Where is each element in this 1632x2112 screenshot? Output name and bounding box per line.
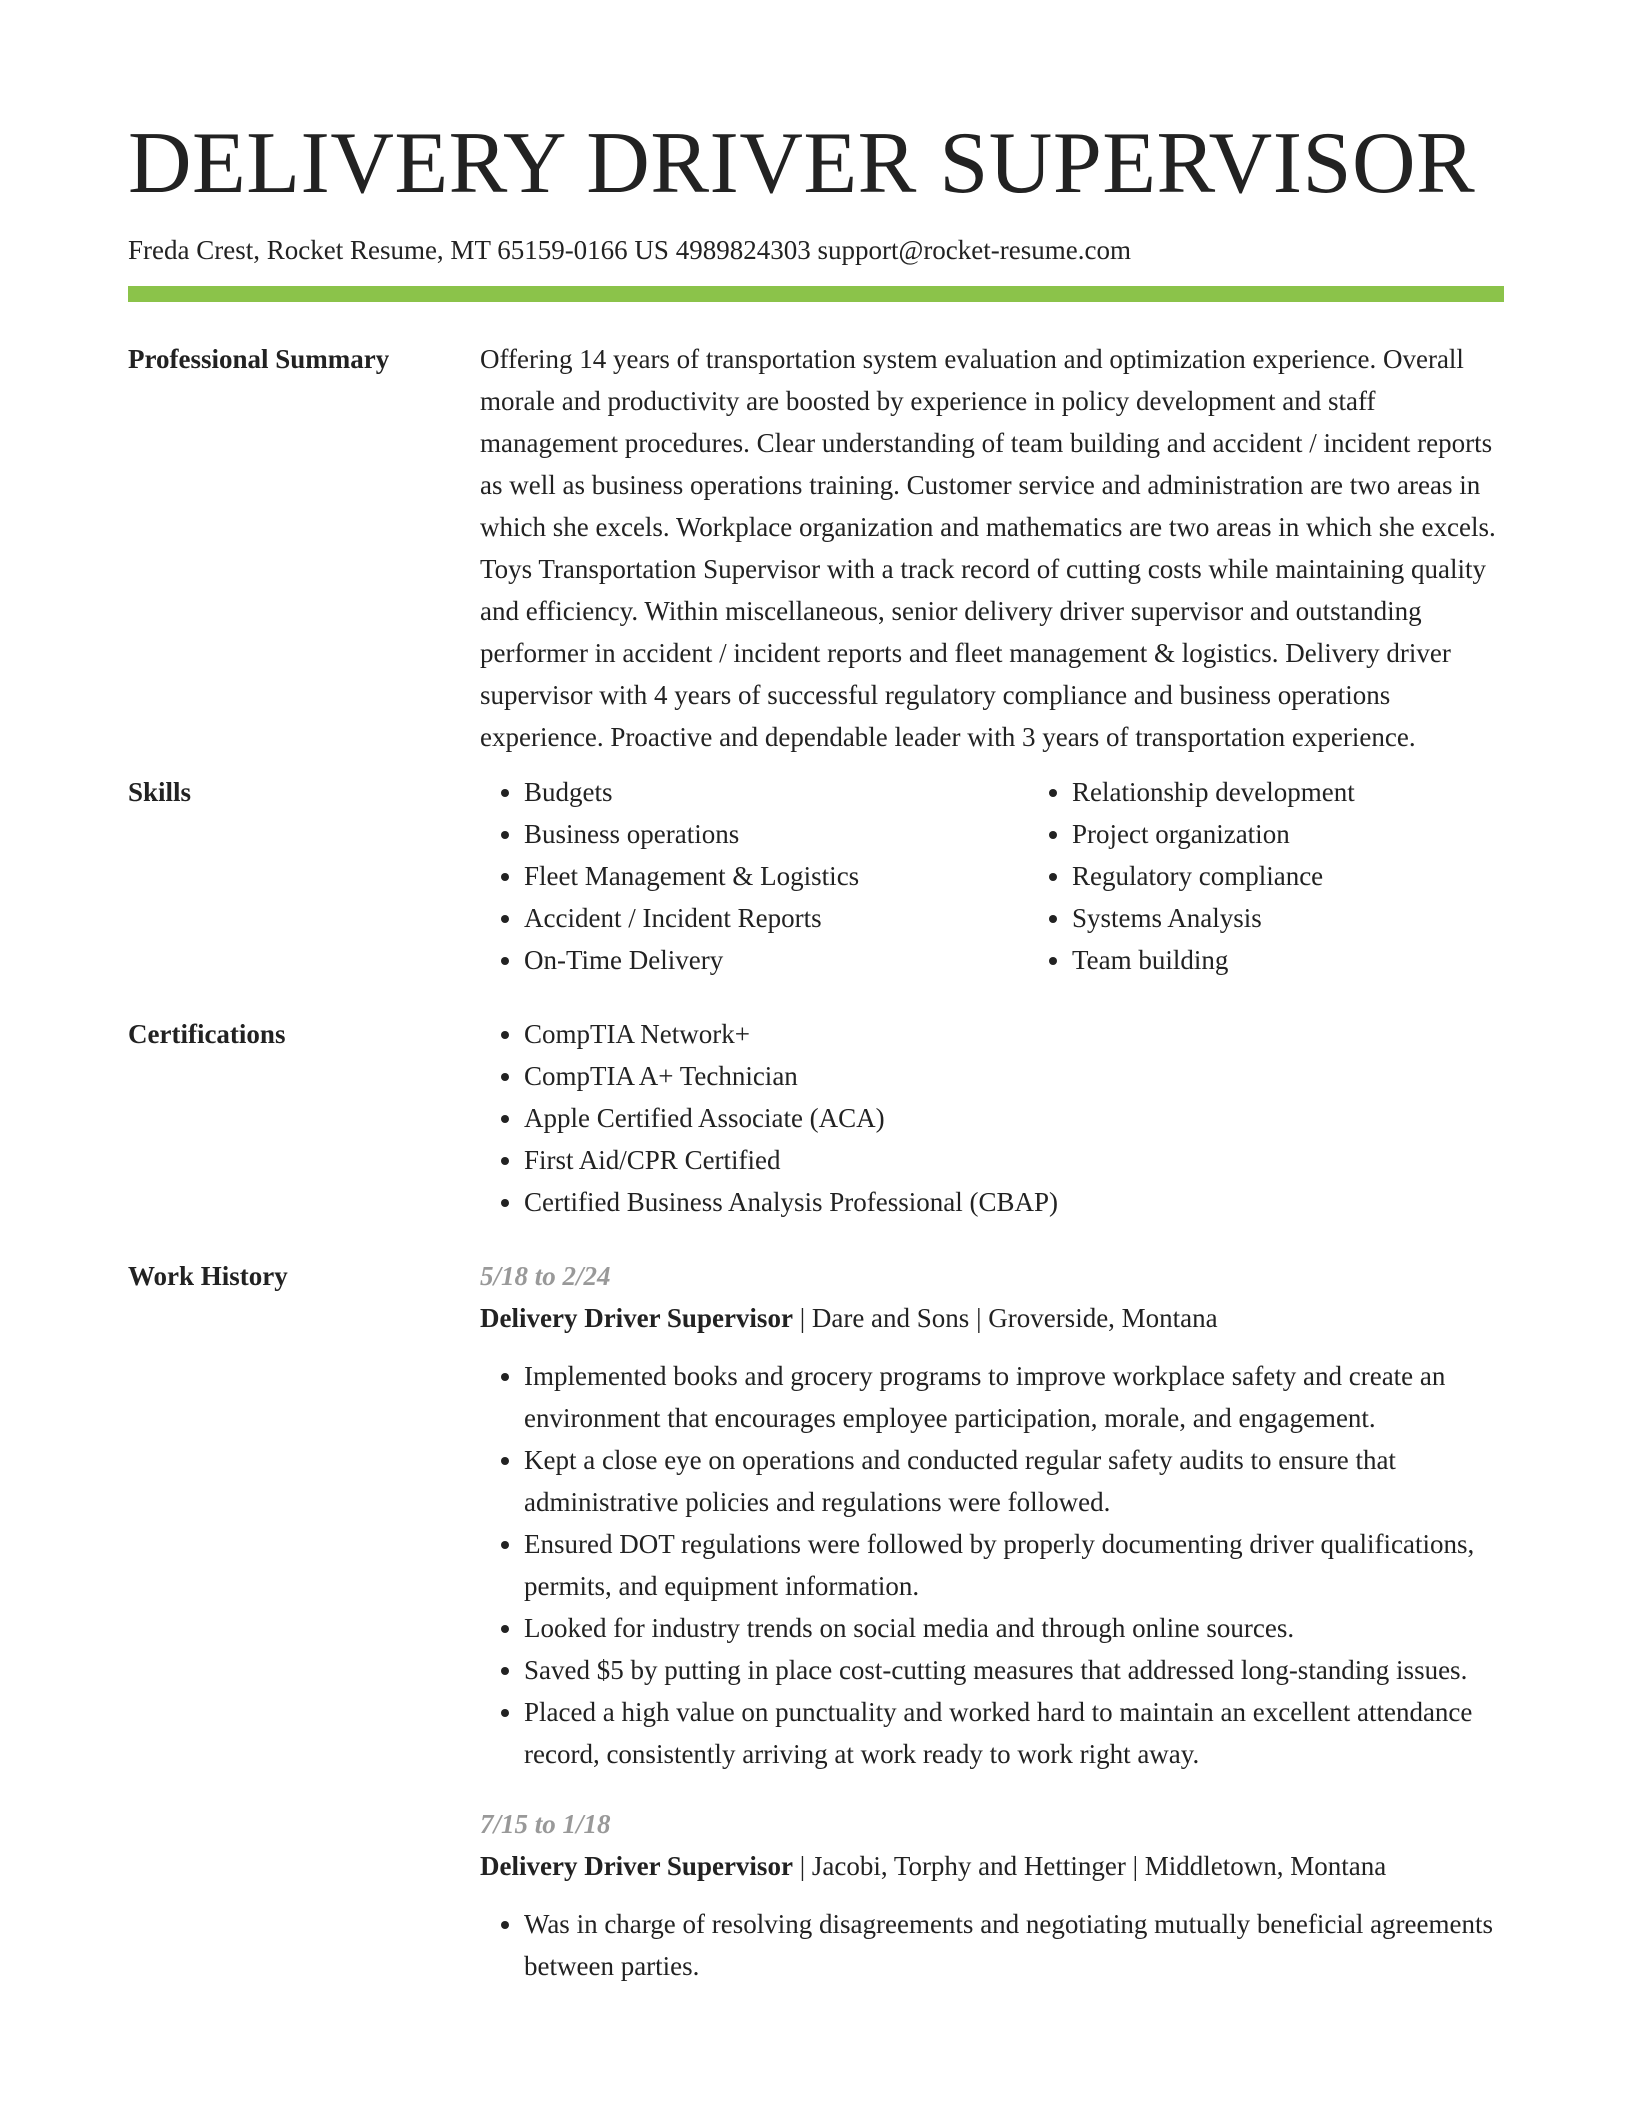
list-item: • Relationship development xyxy=(1072,771,1576,813)
summary-text: Offering 14 years of transportation system evaluation and optimization experience. Overall morale and productivity are boosted by experience in policy development and staff management procedures. Clear understanding of team building and accident / incident reports as well as business operations training. Customer service and administration are two areas in which she excels. Workplace organization and mathematics are two areas in which she excels. Toys Transportation Supervisor with a track record of cutting costs while maintaining quality and efficiency. Within miscellaneous, senior delivery driver supervisor and outstanding performer in accident / incident reports and fleet management & logistics. Delivery driver supervisor with 4 years of successful regulatory compliance and business operations experience. Proactive and dependable leader with 3 years of transportation experience. xyxy=(480,344,1496,753)
section-title-summary: Professional Summary xyxy=(128,344,390,375)
certifications-body xyxy=(480,1013,1504,1223)
separator: | xyxy=(1125,1851,1145,1882)
skills-body xyxy=(480,771,1576,981)
list-item: • On-Time Delivery xyxy=(524,939,1028,981)
professional-summary-section xyxy=(128,338,1504,758)
section-title-certifications: Certifications xyxy=(128,1019,286,1050)
list-item: • Team building xyxy=(1072,939,1576,981)
list-item: • Systems Analysis xyxy=(1072,897,1576,939)
list-item: • Implemented books and grocery programs to improve workplace safety and create an environment that encourages employee participation, morale, and engagement. xyxy=(524,1355,1504,1439)
list-item: • Apple Certified Associate (ACA) xyxy=(524,1097,1504,1139)
contact-line: Freda Crest, Rocket Resume, MT 65159-0166 US 4989824303 support@rocket-resume.com xyxy=(128,235,1131,265)
list-item: • First Aid/CPR Certified xyxy=(524,1139,1504,1181)
separator: | xyxy=(792,1851,812,1882)
job-location: Middletown, Montana xyxy=(1144,1851,1387,1882)
skills-section xyxy=(128,771,1504,981)
list-item: • Business operations xyxy=(524,813,1028,855)
job-location: Groverside, Montana xyxy=(988,1303,1218,1334)
job-dates: 7/15 to 1/18 xyxy=(480,1809,611,1840)
separator: | xyxy=(969,1303,989,1334)
list-item: • CompTIA Network+ xyxy=(524,1013,1504,1055)
resume-page xyxy=(128,115,1504,1987)
job-duties-list xyxy=(480,1903,1504,1987)
section-title-skills: Skills xyxy=(128,777,192,808)
section-title-work-history: Work History xyxy=(128,1261,288,1292)
job-entry xyxy=(480,1255,1504,1775)
summary-body xyxy=(480,338,1504,758)
separator: | xyxy=(792,1303,812,1334)
list-item: • Fleet Management & Logistics xyxy=(524,855,1028,897)
skills-list-right xyxy=(1028,771,1576,981)
list-item: • Project organization xyxy=(1072,813,1576,855)
job-company: Dare and Sons xyxy=(811,1303,970,1334)
accent-divider xyxy=(128,286,1504,302)
job-title: Delivery Driver Supervisor xyxy=(480,1851,793,1882)
job-heading xyxy=(480,1297,1504,1339)
list-item: • Ensured DOT regulations were followed by properly documenting driver qualifications, permits, and equipment information. xyxy=(524,1523,1504,1607)
job-duties-list xyxy=(480,1355,1504,1775)
job-company: Jacobi, Torphy and Hettinger xyxy=(811,1851,1126,1882)
resume-title: DELIVERY DRIVER SUPERVISOR xyxy=(128,115,1476,212)
list-item: • Certified Business Analysis Professional (CBAP) xyxy=(524,1181,1504,1223)
list-item: • CompTIA A+ Technician xyxy=(524,1055,1504,1097)
job-heading xyxy=(480,1845,1504,1887)
list-item: • Was in charge of resolving disagreements and negotiating mutually beneficial agreements between parties. xyxy=(524,1903,1504,1987)
work-history-body xyxy=(480,1255,1504,1987)
list-item: • Looked for industry trends on social media and through online sources. xyxy=(524,1607,1504,1649)
list-item: • Kept a close eye on operations and conducted regular safety audits to ensure that administrative policies and regulations were followed. xyxy=(524,1439,1504,1523)
job-title: Delivery Driver Supervisor xyxy=(480,1303,793,1334)
list-item: • Accident / Incident Reports xyxy=(524,897,1028,939)
work-history-section xyxy=(128,1255,1504,1987)
job-dates: 5/18 to 2/24 xyxy=(480,1261,611,1292)
list-item: • Budgets xyxy=(524,771,1028,813)
certifications-section xyxy=(128,1013,1504,1223)
list-item: • Placed a high value on punctuality and worked hard to maintain an excellent attendance record, consistently arriving at work ready to work right away. xyxy=(524,1691,1504,1775)
list-item: • Saved $5 by putting in place cost-cutting measures that addressed long-standing issues. xyxy=(524,1649,1504,1691)
job-entry xyxy=(480,1803,1504,1987)
list-item: • Regulatory compliance xyxy=(1072,855,1576,897)
skills-list-left xyxy=(480,771,1028,981)
certifications-list xyxy=(480,1013,1504,1223)
